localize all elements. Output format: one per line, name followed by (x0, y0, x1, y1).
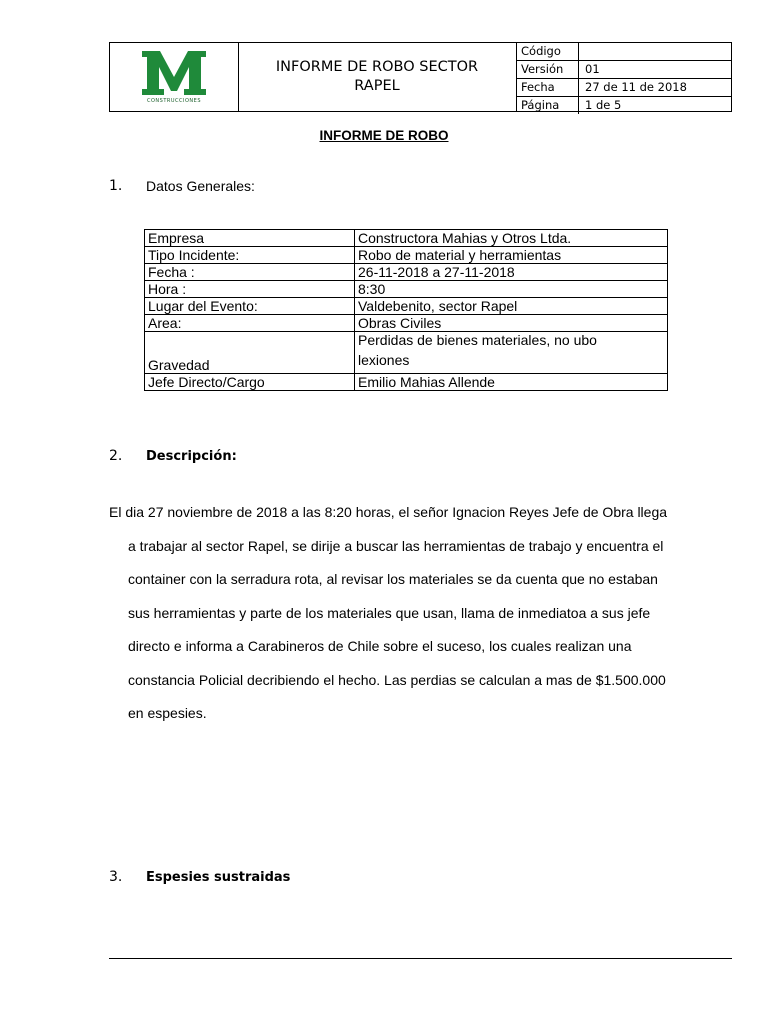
table-row (145, 247, 668, 264)
table-key: Fecha : (145, 264, 355, 281)
header-title-line1: INFORME DE ROBO SECTOR (275, 59, 479, 75)
section-label: Datos Generales: (146, 178, 255, 194)
table-row (145, 281, 668, 298)
logo-subtitle: CONSTRUCCIONES (147, 98, 201, 104)
description-text: El dia 27 noviembre de 2018 a las 8:20 horas, el señor Ignacion Reyes Jefe de Obra llega a trabajar al sector Rapel, se dirije a buscar las herramientas de trabajo y encuentra el container con la serradura rota, al revisar los materiales se da cuenta que no estaban sus herramientas y parte de los materiales que usan, llama de inmediatoa a sus jefe directo e informa a Carabineros de Chile sobre el suceso, los cuales realizan una constancia Policial decribiendo el hecho. Las perdias se calculan a mas de $1.500.000 en espesies. (109, 504, 668, 721)
meta-key: Fecha (516, 79, 579, 96)
table-key: Tipo Incidente: (145, 247, 355, 264)
table-key: Empresa (145, 230, 355, 247)
meta-row (516, 79, 731, 97)
meta-row (516, 43, 731, 61)
meta-key: Código (516, 43, 579, 60)
meta-key: Página (516, 97, 579, 114)
table-value: Emilio Mahias Allende (355, 374, 668, 391)
table-value: Valdebenito, sector Rapel (355, 298, 668, 315)
table-value-line: Perdidas de bienes materiales, no ubo (358, 332, 597, 348)
meta-row (516, 61, 731, 79)
table-row (145, 298, 668, 315)
description-paragraph (109, 496, 669, 731)
meta-value: 01 (585, 62, 600, 76)
header-meta-table (516, 43, 731, 114)
table-key: Gravedad (145, 332, 355, 374)
meta-value: 27 de 11 de 2018 (585, 80, 687, 94)
table-key: Area: (145, 315, 355, 332)
header-title (238, 43, 517, 111)
table-row (145, 264, 668, 281)
table-value-line: lexiones (358, 352, 410, 368)
table-value: 8:30 (355, 281, 668, 298)
table-row (145, 315, 668, 332)
table-key: Hora : (145, 281, 355, 298)
meta-row (516, 97, 731, 114)
table-value (355, 332, 668, 374)
table-value: Obras Civiles (355, 315, 668, 332)
meta-key: Versión (516, 61, 579, 78)
section-number: 3. (109, 869, 123, 885)
table-value: Robo de material y herramientas (355, 247, 668, 264)
footer-divider (109, 958, 732, 959)
table-key: Lugar del Evento: (145, 298, 355, 315)
table-value: Constructora Mahias y Otros Ltda. (355, 230, 668, 247)
meta-value: 1 de 5 (585, 98, 622, 112)
header-title-line2: RAPEL (354, 78, 400, 94)
table-value: 26-11-2018 a 27-11-2018 (355, 264, 668, 281)
logo (110, 43, 239, 111)
section-label: Descripción: (146, 449, 237, 464)
document-title-text: INFORME DE ROBO (319, 128, 449, 143)
table-row (145, 374, 668, 391)
section-number: 1. (109, 178, 123, 194)
general-data-table (144, 229, 668, 391)
section-label: Espesies sustraidas (146, 870, 291, 885)
table-row (145, 332, 668, 374)
section-number: 2. (109, 448, 123, 464)
company-logo-icon (140, 49, 208, 97)
table-row (145, 230, 668, 247)
table-key: Jefe Directo/Cargo (145, 374, 355, 391)
document-title (0, 128, 768, 143)
document-header (109, 42, 732, 112)
